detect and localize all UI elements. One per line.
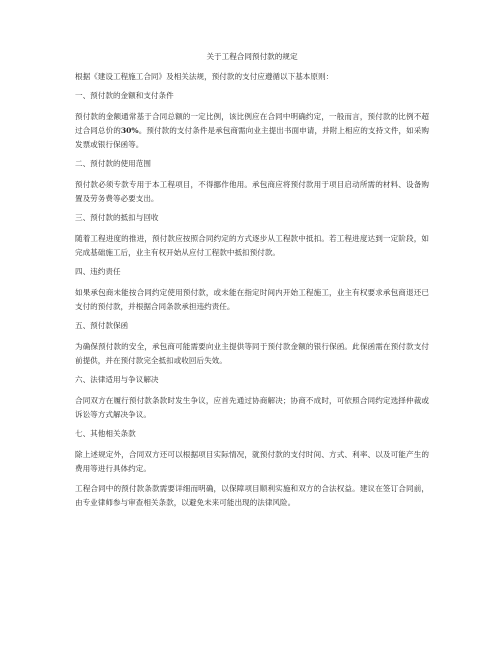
document-title: 关于工程合同预付款的规定 [206,52,298,61]
section-heading: 七、其他相关条款 [75,429,136,438]
section-1 [75,90,429,152]
section-heading: 五、预付款保函 [75,321,129,330]
closing-paragraph: 工程合同中的预付款条款需要详细而明确，以保障项目顺利实施和双方的合法权益。建议在签订合同前，由专业律师参与审查相关条款，以避免未来可能出现的法律风险。 [75,484,429,507]
percentage-value: 30% [120,126,139,135]
section-heading: 六、法律适用与争议解决 [75,375,159,384]
section-heading: 三、预付款的抵扣与回收 [75,213,159,222]
section-paragraph: 预付款必须专款专用于本工程项目，不得挪作他用。承包商应将预付款用于项目启动所需的材料、设备购置及劳务费等必要支出。 [75,180,429,203]
section-heading: 一、预付款的金额和支付条件 [75,91,174,100]
paragraph-text: 预付款的金额通常基于合同总额的一定比例，该比例应在合同中明确约定，一般而言，预付款的比例不超过合同总价的 [75,112,429,135]
section-7 [75,428,429,476]
section-heading: 二、预付款的使用范围 [75,159,151,168]
section-3 [75,212,429,260]
section-4 [75,266,429,314]
section-paragraph [75,110,429,152]
paragraph-text: 。预付款的支付条件是承包商需向业主提出书面申请，并附上相应的支持文件，如采购发票或银行保函等。 [75,126,430,149]
intro-paragraph: 根据《建设工程施工合同》及相关法规，预付款的支付应遵循以下基本原则： [75,72,334,81]
section-paragraph: 如果承包商未能按合同约定使用预付款，或未能在指定时间内开始工程施工，业主有权要求承包商退还已支付的预付款，并根据合同条款承担违约责任。 [75,288,429,311]
section-5 [75,320,429,368]
section-2 [75,158,429,206]
section-paragraph: 合同双方在履行预付款条款时发生争议，应首先通过协商解决；协商不成时，可依照合同约定选择仲裁或诉讼等方式解决争议。 [75,396,429,419]
section-6 [75,374,429,422]
section-paragraph: 除上述规定外，合同双方还可以根据项目实际情况，就预付款的支付时间、方式、利率、以及可能产生的费用等进行具体约定。 [75,450,429,473]
section-paragraph: 为确保预付款的安全，承包商可能需要向业主提供等同于预付款金额的银行保函。此保函需在预付款支付前提供，并在预付款完全抵扣或收回后失效。 [75,342,429,365]
section-paragraph: 随着工程进度的推进，预付款应按照合同约定的方式逐步从工程款中抵扣。若工程进度达到一定阶段，如完成基础施工后，业主有权开始从应付工程款中抵扣预付款。 [75,234,429,257]
document-page [75,51,429,516]
section-heading: 四、违约责任 [75,267,121,276]
